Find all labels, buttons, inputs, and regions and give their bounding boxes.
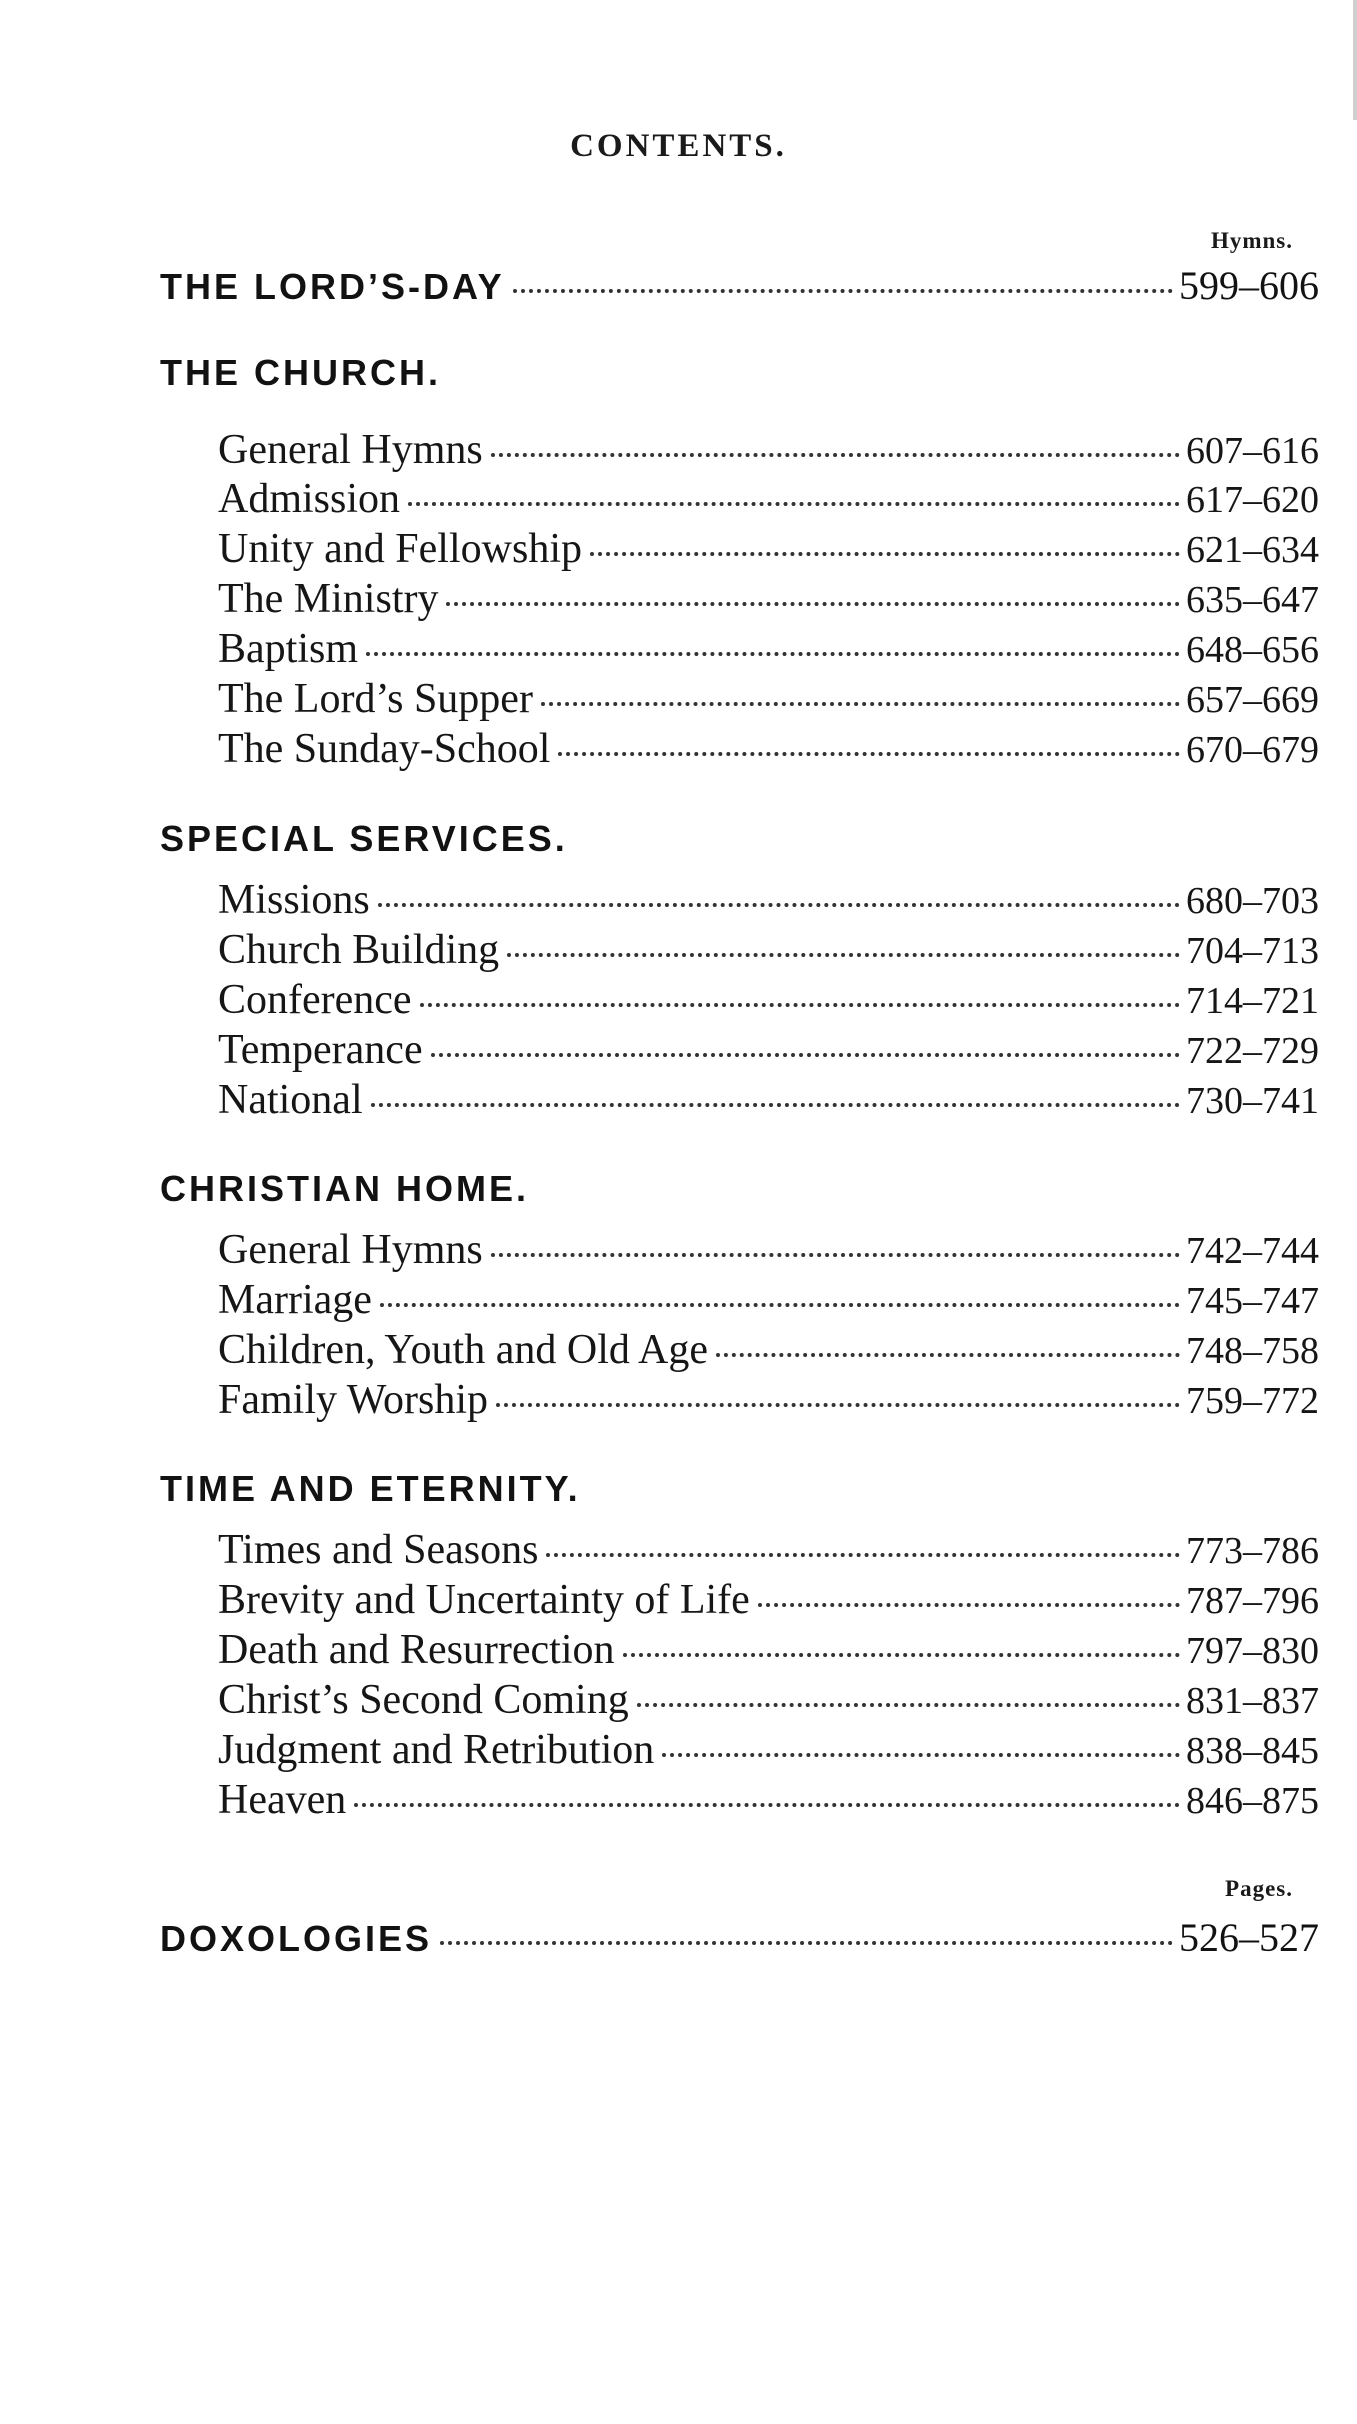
toc-entry-label: Unity and Fellowship [218, 526, 582, 572]
toc-entry-range: 704–713 [1186, 930, 1319, 972]
toc-entry-range: 846–875 [1186, 1780, 1319, 1822]
toc-entry[interactable] [218, 1026, 1319, 1074]
toc-entry[interactable] [218, 1726, 1319, 1774]
toc-entry-label: Conference [218, 977, 412, 1023]
dot-leader [420, 1003, 1180, 1007]
toc-entry[interactable] [218, 1326, 1319, 1374]
dot-leader [380, 1303, 1180, 1307]
dot-leader [366, 652, 1180, 656]
toc-entry-label: General Hymns [218, 1227, 483, 1273]
toc-entry[interactable] [218, 426, 1319, 474]
toc-entry-label: THE LORD’S-DAY [160, 266, 505, 307]
toc-entry-label: National [218, 1077, 363, 1123]
toc-entry[interactable] [218, 1076, 1319, 1124]
toc-entry-label: Baptism [218, 626, 359, 672]
dot-leader [716, 1353, 1180, 1357]
toc-entry-label: General Hymns [218, 427, 483, 473]
column-header-pages: Pages. [1225, 1876, 1293, 1901]
toc-entry[interactable] [218, 1676, 1319, 1724]
toc-entry-label: Heaven [218, 1777, 347, 1823]
toc-entry-label: Church Building [218, 927, 500, 973]
toc-entry-range: 714–721 [1186, 980, 1319, 1022]
toc-entry-range: 773–786 [1186, 1530, 1319, 1572]
toc-entry-range: 797–830 [1186, 1630, 1319, 1672]
column-header-hymns: Hymns. [1210, 228, 1293, 253]
toc-entry-range: 730–741 [1186, 1080, 1319, 1122]
dot-leader [378, 903, 1180, 907]
toc-entry-range: 748–758 [1186, 1330, 1319, 1372]
section-heading-church: THE CHURCH. [160, 352, 441, 393]
toc-entry-label: The Ministry [218, 576, 439, 622]
toc-entry-range: 838–845 [1186, 1730, 1319, 1772]
dot-leader [558, 752, 1180, 756]
toc-entry-label: Missions [218, 877, 370, 923]
toc-entry[interactable] [218, 625, 1319, 673]
toc-entry[interactable] [218, 1376, 1319, 1424]
dot-leader [491, 453, 1180, 457]
toc-entry-label: Admission [218, 476, 401, 522]
section-heading-time-and-eternity: TIME AND ETERNITY. [160, 1468, 581, 1509]
dot-leader [758, 1603, 1180, 1607]
toc-entry-label: Family Worship [218, 1377, 489, 1423]
toc-entry-label: The Lord’s Supper [218, 676, 533, 722]
toc-entry-range: 831–837 [1186, 1680, 1319, 1722]
toc-entry[interactable] [218, 525, 1319, 573]
toc-entry-range: 657–669 [1186, 679, 1319, 721]
dot-leader [440, 1941, 1173, 1945]
toc-entry-label: Times and Seasons [218, 1527, 539, 1573]
toc-entry-range: 617–620 [1186, 479, 1319, 521]
dot-leader [408, 502, 1180, 506]
toc-entry-label: Temperance [218, 1027, 423, 1073]
toc-entry-range: 607–616 [1186, 430, 1319, 472]
toc-entry[interactable] [218, 475, 1319, 523]
dot-leader [590, 552, 1180, 556]
dot-leader [507, 953, 1180, 957]
toc-entry-range: 599–606 [1179, 263, 1319, 308]
dot-leader [431, 1053, 1180, 1057]
toc-entry-label: Christ’s Second Coming [218, 1677, 629, 1723]
toc-entry[interactable] [218, 675, 1319, 723]
toc-entry[interactable] [218, 1776, 1319, 1824]
page-edge [1353, 0, 1357, 120]
toc-entry-label: Marriage [218, 1277, 372, 1323]
dot-leader [637, 1703, 1180, 1707]
toc-entry-label: Children, Youth and Old Age [218, 1327, 709, 1373]
toc-entry-label: Judgment and Retribution [218, 1727, 655, 1773]
toc-entry[interactable] [218, 1226, 1319, 1274]
toc-entry[interactable] [218, 1276, 1319, 1324]
toc-entry[interactable] [218, 1526, 1319, 1574]
toc-entry-lords-day[interactable] [160, 262, 1319, 309]
toc-entry[interactable] [218, 725, 1319, 773]
dot-leader [541, 702, 1180, 706]
toc-entry-range: 621–634 [1186, 529, 1319, 571]
dot-leader [371, 1103, 1180, 1107]
toc-entry[interactable] [218, 1626, 1319, 1674]
toc-entry[interactable] [218, 976, 1319, 1024]
toc-entry-doxologies[interactable] [160, 1914, 1319, 1961]
dot-leader [446, 602, 1180, 606]
toc-entry-range: 648–656 [1186, 629, 1319, 671]
section-heading-christian-home: CHRISTIAN HOME. [160, 1168, 529, 1209]
toc-entry-range: 722–729 [1186, 1030, 1319, 1072]
toc-entry-range: 670–679 [1186, 729, 1319, 771]
toc-entry[interactable] [218, 1576, 1319, 1624]
dot-leader [491, 1253, 1180, 1257]
dot-leader [513, 289, 1173, 293]
toc-entry-label: DOXOLOGIES [160, 1918, 433, 1959]
dot-leader [546, 1553, 1180, 1557]
toc-entry-range: 635–647 [1186, 579, 1319, 621]
toc-entry-label: Death and Resurrection [218, 1627, 615, 1673]
dot-leader [354, 1803, 1180, 1807]
dot-leader [662, 1753, 1180, 1757]
toc-entry-range: 787–796 [1186, 1580, 1319, 1622]
toc-entry-range: 526–527 [1179, 1915, 1319, 1960]
toc-entry[interactable] [218, 926, 1319, 974]
toc-entry-label: Brevity and Uncertainty of Life [218, 1577, 750, 1623]
toc-entry[interactable] [218, 575, 1319, 623]
page-title: CONTENTS. [570, 128, 787, 164]
section-heading-special-services: SPECIAL SERVICES. [160, 818, 568, 859]
toc-entry-range: 680–703 [1186, 880, 1319, 922]
toc-entry[interactable] [218, 876, 1319, 924]
toc-entry-range: 742–744 [1186, 1230, 1319, 1272]
dot-leader [496, 1403, 1180, 1407]
toc-entry-range: 745–747 [1186, 1280, 1319, 1322]
toc-entry-label: The Sunday-School [218, 726, 551, 772]
dot-leader [623, 1653, 1180, 1657]
toc-entry-range: 759–772 [1186, 1380, 1319, 1422]
